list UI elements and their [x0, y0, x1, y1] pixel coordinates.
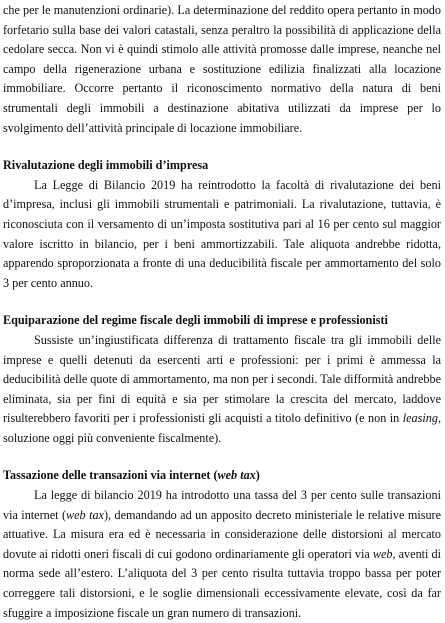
section-body-equiparazione [3, 331, 441, 449]
body-text: , aventi di norma sede all’estero. L’aliquota del 3 per cento risulta tuttavia troppo bassa per poter correggere tali distorsioni, e le soglie dimensionali eccessivamente elevate, così da far sfuggire a imposizione fiscale un gran numero di transazioni. [3, 546, 441, 620]
section-gap [3, 138, 441, 156]
section-heading-rivalutazione: Rivalutazione degli immobili d’impresa [3, 158, 209, 173]
body-text: La legge di bilancio 2019 ha introdotto una tassa del 3 per cento sulle transazioni via internet ( [3, 488, 441, 522]
section-body-rivalutazione: La Legge di Bilancio 2019 ha reintrodotto la facoltà di rivalutazione dei beni d’impresa, inclusi gli immobili strumentali e patrimoniali. La rivalutazione, tuttavia, è riconosciuta con il versamento di un’imposta sostitutiva pari al 16 per cento sul maggior valore iscritto in bilancio, per i beni ammortizzabili. Tale aliquota andrebbe ridotta, apparendo sproporzionata a fronte di una deducibilità fiscale per ammortamento del solo 3 per cento annuo. [3, 177, 441, 290]
body-text: , soluzione oggi più conveniente fiscalmente). [3, 411, 441, 445]
italic-term-web-tax: web tax [66, 507, 104, 522]
section-body-web-tax [3, 486, 441, 623]
section-gap [3, 448, 441, 466]
heading-text: Tassazione delle transazioni via internet ( [3, 468, 218, 483]
italic-term-web-tax: web tax [217, 468, 256, 483]
italic-term-leasing: leasing [402, 411, 438, 426]
section-gap [3, 293, 441, 311]
document-page [3, 1, 441, 623]
section-heading-web-tax [3, 466, 441, 486]
body-text: ), demandando ad un apposito decreto ministeriale le relative misure attuative. La misura era ed è necessaria in considerazione delle distorsioni al mercato dovute ai ridotti oneri fiscali di cui godono ordinariamente gli operatori via [3, 507, 442, 561]
body-text: Sussiste un’ingiustificata differenza di trattamento fiscale tra gli immobili delle imprese e quelli detenuti da esercenti arti e professioni: per i primi è ammessa la deducibilità delle quote di ammortamento, ma non per i secondi. Tale difformità andrebbe eliminata, sia per fini di equità e sia per stimolare la crescita del mercato, laddove risulterebbero favoriti per i professionisti gli acquisti a titolo definitivo (e non in [3, 332, 441, 426]
heading-text: ) [255, 468, 260, 483]
intro-paragraph: che per le manutenzioni ordinarie). La determinazione del reddito opera pertanto in modo forfetario sulla base dei valori catastali, senza peraltro la possibilità di applicazione della cedolare secca. Non vi è quindi stimolo alle attività promosse dalle imprese, neanche nel campo della rigenerazione urbana e sostituzione edilizia finalizzati alla locazione immobiliare. Occorre pertanto il riconoscimento normativo della natura di beni strumentali degli immobili a destinazione abitativa utilizzati da imprese per lo svolgimento dell’attività principale di locazione immobiliare. [3, 3, 441, 135]
section-heading-equiparazione: Equiparazione del regime fiscale degli immobili di imprese e professionisti [3, 313, 388, 328]
italic-term-web: web [372, 546, 393, 561]
